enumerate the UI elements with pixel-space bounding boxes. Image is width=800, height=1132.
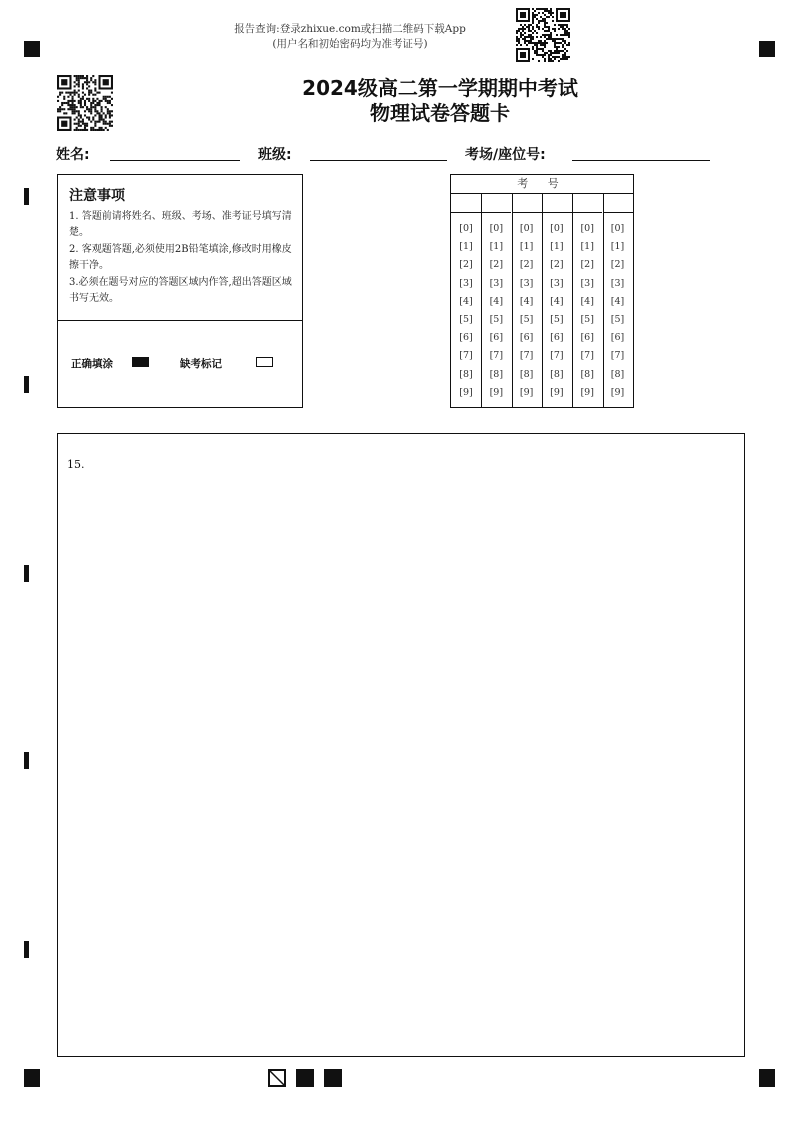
notice-heading: 注意事项 (69, 188, 125, 204)
correct-fill-label: 正确填涂 (71, 358, 113, 370)
exam-number-bubble[interactable]: [7] (580, 350, 594, 362)
exam-number-bubble[interactable]: [1] (489, 241, 504, 253)
absent-mark-checkbox[interactable] (256, 357, 273, 367)
corner-mark-top-right (759, 41, 775, 57)
crossed-square-mark (268, 1069, 286, 1087)
exam-number-bubble[interactable]: [9] (519, 386, 534, 398)
exam-number-bubble[interactable]: [0] (550, 223, 564, 234)
exam-number-bubble[interactable]: [4] (580, 295, 594, 307)
exam-number-bubble[interactable]: [8] (489, 368, 504, 380)
exam-number-bubble[interactable]: [3] (610, 277, 625, 289)
exam-number-bubble[interactable]: [1] (550, 241, 564, 253)
password-hint-line: (用户名和初始密码均为准考证号) (272, 38, 428, 50)
grid-divider (603, 194, 604, 407)
exam-number-bubble[interactable]: [8] (580, 368, 594, 380)
exam-number-bubble[interactable]: [3] (550, 277, 564, 289)
class-label: 班级: (258, 147, 292, 163)
timing-mark (24, 941, 29, 958)
exam-number-bubble[interactable]: [8] (550, 368, 564, 380)
exam-number-bubble[interactable]: [6] (519, 332, 534, 344)
grid-divider (542, 194, 543, 407)
notice-box (57, 174, 303, 408)
exam-number-bubble[interactable]: [4] (519, 295, 534, 307)
exam-number-bubble[interactable]: [9] (550, 386, 564, 398)
name-label: 姓名: (56, 147, 90, 163)
exam-number-bubble[interactable]: [1] (519, 241, 534, 253)
exam-title-line1: 2024级高二第一学期期中考试 (302, 76, 578, 100)
exam-number-bubble[interactable]: [0] (580, 223, 594, 234)
app-download-qr-code[interactable] (516, 8, 570, 62)
report-query-note (200, 22, 500, 52)
corner-mark-bottom-right (759, 1069, 775, 1087)
exam-number-column-3 (512, 194, 542, 407)
exam-number-bubble[interactable]: [7] (459, 350, 473, 362)
exam-number-bubble[interactable]: [6] (550, 332, 564, 344)
exam-number-column-2 (481, 194, 511, 407)
exam-number-bubble[interactable]: [7] (489, 350, 504, 362)
grid-divider (512, 194, 513, 407)
exam-number-bubble[interactable]: [3] (580, 277, 594, 289)
exam-number-bubble[interactable]: [5] (580, 314, 594, 325)
notice-item: 3.必须在题号对应的答题区域内作答,超出答题区域书写无效。 (69, 277, 292, 304)
exam-number-bubble[interactable]: [2] (580, 259, 594, 271)
timing-mark (24, 188, 29, 205)
exam-number-bubble[interactable]: [9] (489, 386, 504, 398)
exam-title-line2: 物理试卷答题卡 (370, 101, 510, 125)
exam-number-bubble[interactable]: [9] (459, 386, 473, 398)
exam-number-write-cell[interactable] (512, 194, 542, 213)
exam-number-bubble[interactable]: [0] (610, 223, 625, 234)
page-code-mark (324, 1069, 342, 1087)
timing-mark (24, 752, 29, 769)
exam-number-bubble[interactable]: [7] (519, 350, 534, 362)
exam-number-bubble[interactable]: [5] (459, 314, 473, 325)
sheet-qr-code (57, 75, 113, 131)
exam-number-bubble[interactable]: [3] (519, 277, 534, 289)
exam-number-bubble[interactable]: [5] (610, 314, 625, 325)
room-seat-label: 考场/座位号: (465, 147, 546, 163)
exam-number-bubble[interactable]: [4] (489, 295, 504, 307)
exam-number-bubble[interactable]: [1] (459, 241, 473, 253)
exam-number-bubble[interactable]: [2] (489, 259, 504, 271)
exam-number-write-cell[interactable] (572, 194, 602, 213)
exam-number-bubble[interactable]: [9] (580, 386, 594, 398)
exam-number-bubble[interactable]: [2] (519, 259, 534, 271)
notice-item: 2. 客观题答题,必须使用2B铅笔填涂,修改时用橡皮擦干净。 (69, 244, 292, 271)
exam-number-bubble[interactable]: [8] (519, 368, 534, 380)
exam-number-bubble[interactable]: [4] (550, 295, 564, 307)
exam-number-write-cell[interactable] (542, 194, 572, 213)
exam-number-bubble[interactable]: [8] (459, 368, 473, 380)
exam-number-bubble[interactable]: [0] (489, 223, 504, 234)
exam-number-bubble[interactable]: [3] (489, 277, 504, 289)
question-number: 15. (67, 458, 85, 471)
exam-number-bubble[interactable]: [5] (550, 314, 564, 325)
exam-number-bubble[interactable]: [8] (610, 368, 625, 380)
exam-number-bubble[interactable]: [1] (610, 241, 625, 253)
report-query-line: 报告查询:登录zhixue.com或扫描二维码下载App (234, 23, 466, 35)
exam-number-bubble[interactable]: [0] (519, 223, 534, 234)
exam-number-bubble[interactable]: [6] (489, 332, 504, 344)
exam-number-bubble[interactable]: [4] (610, 295, 625, 307)
exam-number-bubble[interactable]: [0] (459, 223, 473, 234)
timing-mark (24, 565, 29, 582)
exam-number-header: 考 号 (451, 175, 633, 194)
timing-mark (24, 376, 29, 393)
notice-divider (58, 320, 302, 321)
exam-number-bubble[interactable]: [1] (580, 241, 594, 253)
room-seat-field[interactable] (572, 160, 710, 161)
corner-mark-bottom-left (24, 1069, 40, 1087)
notice-item: 1. 答题前请将姓名、班级、考场、准考证号填写清楚。 (69, 211, 292, 238)
corner-mark-top-left (24, 41, 40, 57)
answer-area-q15[interactable] (57, 433, 745, 1057)
exam-number-bubble[interactable]: [2] (550, 259, 564, 271)
grid-divider (572, 194, 573, 407)
exam-number-bubble[interactable]: [7] (550, 350, 564, 362)
notice-items (69, 209, 295, 308)
absent-mark-label: 缺考标记 (180, 358, 222, 370)
exam-number-bubble[interactable]: [3] (459, 277, 473, 289)
exam-number-bubble[interactable]: [9] (610, 386, 625, 398)
exam-number-bubble[interactable]: [2] (610, 259, 625, 271)
exam-number-bubble[interactable]: [5] (519, 314, 534, 325)
exam-number-column-5 (572, 194, 602, 407)
exam-number-bubble[interactable]: [6] (580, 332, 594, 344)
exam-number-write-cell[interactable] (451, 194, 481, 213)
exam-number-bubble[interactable]: [5] (489, 314, 504, 325)
exam-title (230, 76, 650, 126)
exam-number-bubble[interactable]: [6] (459, 332, 473, 344)
exam-number-bubble[interactable]: [6] (610, 332, 625, 344)
exam-number-column-1 (451, 194, 481, 407)
name-field[interactable] (110, 160, 240, 161)
correct-fill-sample (132, 357, 149, 367)
exam-number-column-4 (542, 194, 572, 407)
exam-number-write-cell[interactable] (481, 194, 511, 213)
page-code-mark (296, 1069, 314, 1087)
exam-number-bubble[interactable]: [7] (610, 350, 625, 362)
student-info-row (56, 144, 746, 164)
exam-number-write-cell[interactable] (603, 194, 633, 213)
exam-number-column-6 (603, 194, 633, 407)
exam-number-grid (450, 174, 634, 408)
grid-divider (481, 194, 482, 407)
exam-number-bubble[interactable]: [4] (459, 295, 473, 307)
exam-number-bubble[interactable]: [2] (459, 259, 473, 271)
class-field[interactable] (310, 160, 447, 161)
